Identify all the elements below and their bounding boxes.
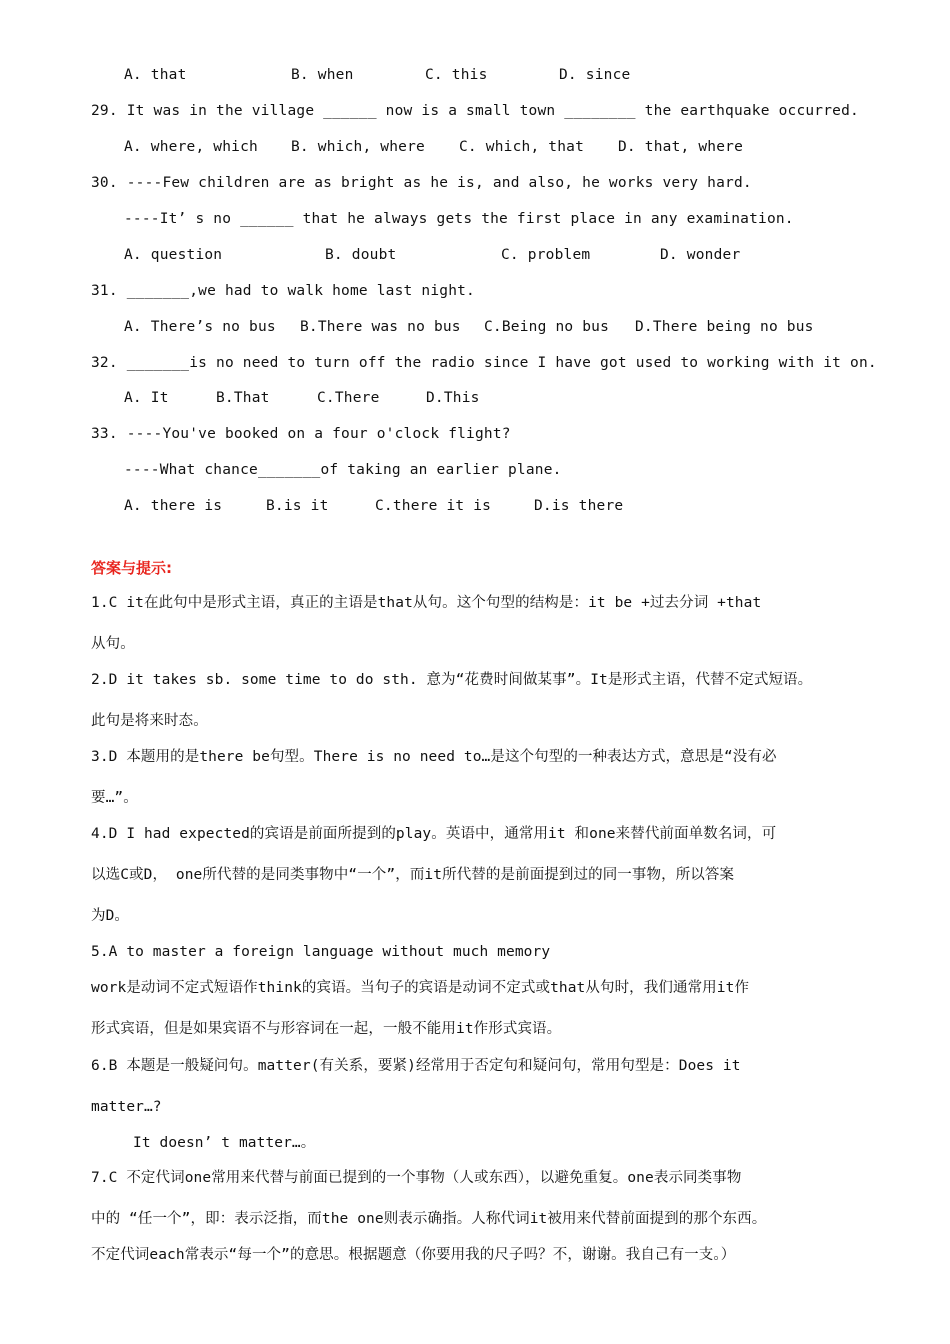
answer-line-4: 此句是将来时态。 <box>91 713 208 729</box>
answer-line-13: 6.B 本题是一般疑问句。matter(有关系，要紧)经常用于否定句和疑问句，常用句型是：Does it <box>91 1058 741 1074</box>
q33-option-c: C.there it is <box>375 498 492 514</box>
answer-line-5: 3.D 本题用的是there be句型。There is no need to…是这个句型的一种表达方式，意思是“没有必 <box>91 749 777 765</box>
q29-option-d: D. that, where <box>618 139 744 155</box>
answer-line-17: 中的 “任一个”，即：表示泛指，而the one则表示确指。人称代词it被用来代替前面提到的那个东西。 <box>91 1211 767 1227</box>
answer-line-16: 7.C 不定代词one常用来代替与前面已提到的一个事物（人或东西），以避免重复。one表示同类事物 <box>91 1170 742 1186</box>
answer-line-7: 4.D I had expected的宾语是前面所提到的play。英语中，通常用it 和one来替代前面单数名词，可 <box>91 826 777 842</box>
answer-line-11: work是动词不定式短语作think的宾语。当句子的宾语是动词不定式或that从句时，我们通常用it作 <box>91 980 750 996</box>
answer-line-10: 5.A to master a foreign language without much memory <box>91 944 551 960</box>
q30-option-a: A. question <box>124 247 223 263</box>
answer-line-2: 从句。 <box>91 636 135 652</box>
answers-heading: 答案与提示: <box>91 559 172 577</box>
answer-line-14: matter…? <box>91 1099 162 1115</box>
q33-stem-2: ----What chance_______of taking an earlier plane. <box>124 462 562 478</box>
q29-option-a: A. where, which <box>124 139 258 155</box>
q32-option-a: A. It <box>124 390 169 406</box>
q32-option-b: B.That <box>216 390 270 406</box>
q31-option-b: B.There was no bus <box>300 319 461 335</box>
q33-option-a: A. there is <box>124 498 223 514</box>
answer-line-18: 不定代词each常表示“每一个”的意思。根据题意（你要用我的尺子吗？不，谢谢。我自己有一支。） <box>91 1247 736 1263</box>
q29-stem: 29. It was in the village ______ now is a small town ________ the earthquake occurred. <box>91 103 859 119</box>
q30-stem: 30. ----Few children are as bright as he is, and also, he works very hard. <box>91 175 752 191</box>
q30-option-b: B. doubt <box>325 247 397 263</box>
answer-line-15: It doesn’ t matter…。 <box>133 1135 316 1151</box>
q30-stem-2: ----It’ s no ______ that he always gets the first place in any examination. <box>124 211 794 227</box>
q30-option-d: D. wonder <box>660 247 741 263</box>
q29-option-b: B. which, where <box>291 139 425 155</box>
q32-option-c: C.There <box>317 390 380 406</box>
answer-line-6: 要…”。 <box>91 790 138 806</box>
q32-option-d: D.This <box>426 390 480 406</box>
q28-option-a: A. that <box>124 67 187 83</box>
q28-option-d: D. since <box>559 67 631 83</box>
answer-line-1: 1.C it在此句中是形式主语，真正的主语是that从句。这个句型的结构是：it be +过去分词 +that <box>91 595 762 611</box>
answer-line-8: 以选C或D， one所代替的是同类事物中“一个”，而it所代替的是前面提到过的同一事物，所以答案 <box>91 867 735 883</box>
answer-line-12: 形式宾语，但是如果宾语不与形容词在一起，一般不能用it作形式宾语。 <box>91 1021 562 1037</box>
q31-stem: 31. _______,we had to walk home last night. <box>91 283 475 299</box>
q31-option-d: D.There being no bus <box>635 319 814 335</box>
q31-option-a: A. There’s no bus <box>124 319 276 335</box>
q33-option-b: B.is it <box>266 498 329 514</box>
q30-option-c: C. problem <box>501 247 591 263</box>
answer-line-9: 为D。 <box>91 908 130 924</box>
q28-option-c: C. this <box>425 67 488 83</box>
q32-stem: 32. _______is no need to turn off the radio since I have got used to working with it on. <box>91 355 877 371</box>
q29-option-c: C. which, that <box>459 139 585 155</box>
q33-stem: 33. ----You've booked on a four o'clock flight? <box>91 426 511 442</box>
q33-options <box>124 496 884 556</box>
q28-option-b: B. when <box>291 67 354 83</box>
q33-option-d: D.is there <box>534 498 624 514</box>
answer-line-3: 2.D it takes sb. some time to do sth. 意为“花费时间做某事”。It是形式主语，代替不定式短语。 <box>91 672 813 688</box>
q31-option-c: C.Being no bus <box>484 319 610 335</box>
